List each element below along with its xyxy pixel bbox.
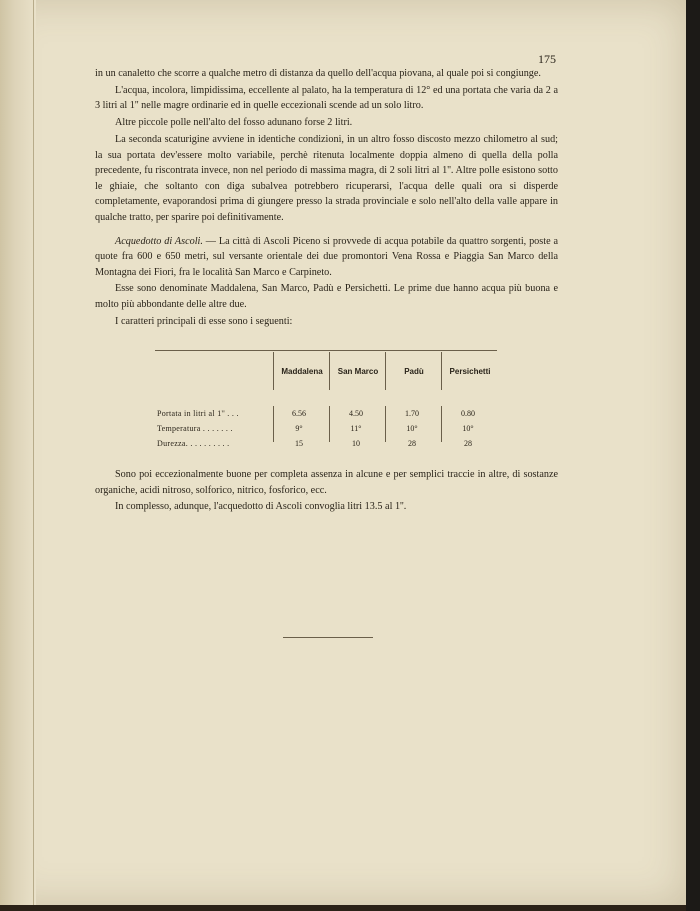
column-divider: [273, 406, 274, 442]
paragraph: I caratteri principali di esse sono i seguenti:: [115, 315, 293, 327]
table-cell: 6.56: [292, 409, 306, 418]
paragraph: L'acqua, incolora, limpidissima, eccellente al palato, ha la temperatura di 12° ed una portata che varia da 2 a 3 litri al 1'' nelle magre ordinarie ed in quelle eccezionali scende ad un solo litro.: [95, 84, 558, 112]
paragraph: Altre piccole polle nell'alto del fosso adunano forse 2 litri.: [115, 117, 353, 129]
table-cell: 10°: [406, 424, 418, 433]
row-label: Durezza. . . . . . . . . .: [157, 439, 230, 448]
section-paragraph: [95, 234, 558, 281]
column-header: Padù: [404, 367, 424, 376]
table-cell: 28: [464, 439, 472, 448]
column-divider: [273, 352, 274, 390]
page-number: 175: [538, 52, 556, 66]
table-cell: 10°: [462, 424, 474, 433]
table-cell: 9°: [295, 424, 303, 433]
row-label: Portata in litri al 1'' . . .: [157, 409, 239, 418]
table-cell: 4.50: [349, 409, 363, 418]
table-cell: 15: [295, 439, 303, 448]
table-cell: 28: [408, 439, 416, 448]
section-intro: — La città di Ascoli Piceno si provvede di acqua potabile da quattro sorgenti, poste a quote fra 600 e 650 metri, sul versante orientale dei due promontori Vena Rossa e Piaggia San Marco della Montagna dei Fiori, fra le località San Marco e Carpineto.: [95, 235, 558, 278]
paragraph: Sono poi eccezionalmente buone per completa assenza in alcune e per semplici traccie in altre, di sostanze organiche, acidi nitroso, solforico, nitrico, fosforico, ecc.: [95, 469, 558, 496]
table-cell: 11°: [350, 424, 362, 433]
book-edge: [686, 0, 700, 911]
paragraph: in un canaletto che scorre a qualche metro di distanza da quello dell'acqua piovana, al quale poi si congiunge.: [95, 68, 541, 79]
paragraph: In complesso, adunque, l'acquedotto di Ascoli convoglia litri 13.5 al 1''.: [115, 501, 407, 513]
column-header: San Marco: [337, 367, 379, 376]
page-binding: [0, 0, 36, 905]
column-divider: [329, 406, 330, 442]
column-divider: [385, 406, 386, 442]
table-cell: 0.80: [461, 409, 475, 418]
column-header: Persichetti: [449, 367, 491, 376]
paragraph: Esse sono denominate Maddalena, San Marco, Padù e Persichetti. Le prime due hanno acqua più buona e molto più abbondante delle altre due.: [95, 283, 558, 311]
column-header: Maddalena: [281, 367, 323, 376]
column-divider: [329, 352, 330, 390]
column-divider: [441, 406, 442, 442]
body-text: [95, 66, 558, 331]
table-cell: 1.70: [405, 409, 419, 418]
section-title: Acquedotto di Ascoli.: [115, 235, 203, 247]
row-label: Temperatura . . . . . . .: [157, 424, 233, 433]
end-rule: [283, 637, 373, 638]
column-divider: [385, 352, 386, 390]
springs-table: [155, 350, 497, 452]
paragraph: La seconda scaturigine avviene in identiche condizioni, in un altro fosso discosto mezzo chilometro al sud; la sua portata dev'essere molto variabile, perchè ritenuta localmente doppia almeno di quella della polla precedente, fu riscontrata invece, non nel periodo di massima magra, di 2 soli litri al 1''. Altre polle esistono sotto le ghiaie, che soltanto con diga subalvea potrebbero ricuperarsi, l'acqua delle quali ora si disperde completamente, evaporandosi prima di giungere presso la strada provinciale e solo nell'alto della valle appare in qualche tratto, per sparire poi definitivamente.: [95, 133, 558, 223]
column-divider: [441, 352, 442, 390]
table-cell: 10: [352, 439, 360, 448]
table-top-rule: [155, 350, 497, 351]
closing-text: [95, 467, 558, 516]
binding-fold: [33, 0, 34, 905]
